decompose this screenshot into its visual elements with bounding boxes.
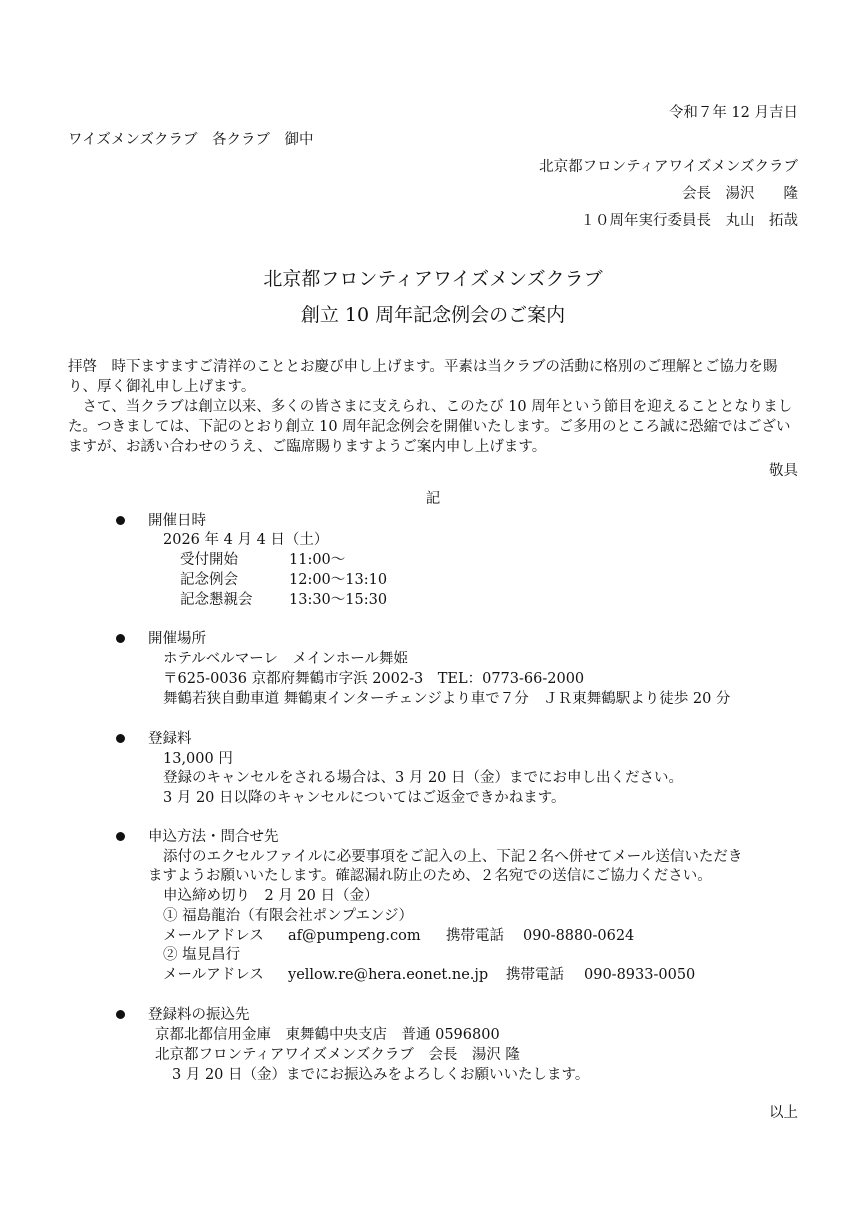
schedule-time: 12:00～13:10 xyxy=(289,572,388,588)
contact2-email[interactable]: yellow.re@hera.eonet.ne.jp xyxy=(288,967,489,983)
schedule-time: 13:30～15:30 xyxy=(289,592,388,608)
apply-instructions-line2: ますようお願いいたします。確認漏れ防止のため、２名宛での送信にご協力ください。 xyxy=(148,868,712,884)
document-date: 令和７年 12 月吉日 xyxy=(668,105,798,121)
greeting-paragraph: 拝啓 時下ますますご清祥のこととお慶び申し上げます。平素は当クラブの活動に格別のご理解とご協力を賜り、厚く御礼申し上げます。 xyxy=(68,359,778,395)
bullet-icon xyxy=(116,734,125,743)
contact2-email-label: メールアドレス xyxy=(163,967,264,983)
schedule-label: 記念懇親会 xyxy=(180,592,253,608)
sender-president: 会長 湯沢 隆 xyxy=(682,186,798,202)
schedule-label: 受付開始 xyxy=(180,552,238,568)
fee-amount: 13,000 円 xyxy=(163,751,233,767)
section-heading-venue: 開催場所 xyxy=(148,631,206,647)
section-heading-datetime: 開催日時 xyxy=(148,513,206,529)
contact1-email[interactable]: af@pumpeng.com xyxy=(288,928,421,944)
bullet-icon xyxy=(116,1010,125,1019)
venue-name: ホテルベルマーレ メインホール舞姫 xyxy=(163,651,408,667)
sender-organization: 北京都フロンティアワイズメンズクラブ xyxy=(539,159,798,175)
fee-cancel-note: 登録のキャンセルをされる場合は、3 月 20 日（金）までにお申し出ください。 xyxy=(163,770,684,786)
transfer-note: 3 月 20 日（金）までにお振込みをよろしくお願いいたします。 xyxy=(172,1067,590,1083)
apply-deadline: 申込締め切り 2 月 20 日（金） xyxy=(163,888,379,904)
invitation-paragraph: さて、当クラブは創立以来、多くの皆さまに支えられ、このたび 10 周年という節目を迎えることとなりました。つきましては、下記のとおり創立 10 周年記念例会を開催いたします。ご多用のところ誠に恐縮ではございますが、お誘い合わせのうえ、ご臨席賜りますようご案内申し上げます。 xyxy=(68,399,793,455)
contact1-phone-label: 携帯電話 xyxy=(446,928,504,944)
contact2-phone: 090-8933-0050 xyxy=(584,967,696,983)
contact1-name: ① 福島龍治（有限会社ポンプエンジ） xyxy=(163,908,414,924)
transfer-bank: 京都北都信用金庫 東舞鶴中央支店 普通 0596800 xyxy=(155,1027,500,1043)
document-title-line1: 北京都フロンティアワイズメンズクラブ xyxy=(263,268,603,290)
apply-instructions-line1: 添付のエクセルファイルに必要事項をご記入の上、下記２名へ併せてメール送信いただき xyxy=(163,849,743,865)
contact1-phone: 090-8880-0624 xyxy=(523,928,635,944)
section-heading-transfer: 登録料の振込先 xyxy=(148,1007,250,1023)
sender-committee-chair: １０周年実行委員長 丸山 拓哉 xyxy=(580,213,798,229)
venue-access: 舞鶴若狭自動車道 舞鶴東インターチェンジより車で７分 ＪＲ東舞鶴駅より徒歩 20 分 xyxy=(163,691,731,707)
ki-heading: 記 xyxy=(425,491,441,507)
schedule-label: 記念例会 xyxy=(180,572,238,588)
contact2-name: ② 塩見昌行 xyxy=(163,947,241,963)
venue-address: 〒625-0036 京都府舞鶴市字浜 2002-3 TEL：0773-66-2000 xyxy=(163,671,585,687)
fee-refund-note: 3 月 20 日以降のキャンセルについてはご返金できかねます。 xyxy=(163,790,566,806)
closing-keigu: 敬具 xyxy=(769,463,798,479)
document-title-line2: 創立 10 周年記念例会のご案内 xyxy=(300,304,566,326)
contact2-phone-label: 携帯電話 xyxy=(506,967,564,983)
contact1-email-label: メールアドレス xyxy=(163,928,264,944)
bullet-icon xyxy=(116,832,125,841)
section-heading-fee: 登録料 xyxy=(148,731,192,747)
section-heading-apply: 申込方法・問合せ先 xyxy=(148,829,279,845)
bullet-icon xyxy=(116,516,125,525)
closing-ijou: 以上 xyxy=(769,1105,798,1121)
schedule-time: 11:00～ xyxy=(289,552,346,568)
bullet-icon xyxy=(116,634,125,643)
addressee: ワイズメンズクラブ 各クラブ 御中 xyxy=(68,132,314,148)
transfer-holder: 北京都フロンティアワイズメンズクラブ 会長 湯沢 隆 xyxy=(155,1047,520,1063)
event-date: 2026 年 4 月 4 日（土） xyxy=(163,532,329,548)
